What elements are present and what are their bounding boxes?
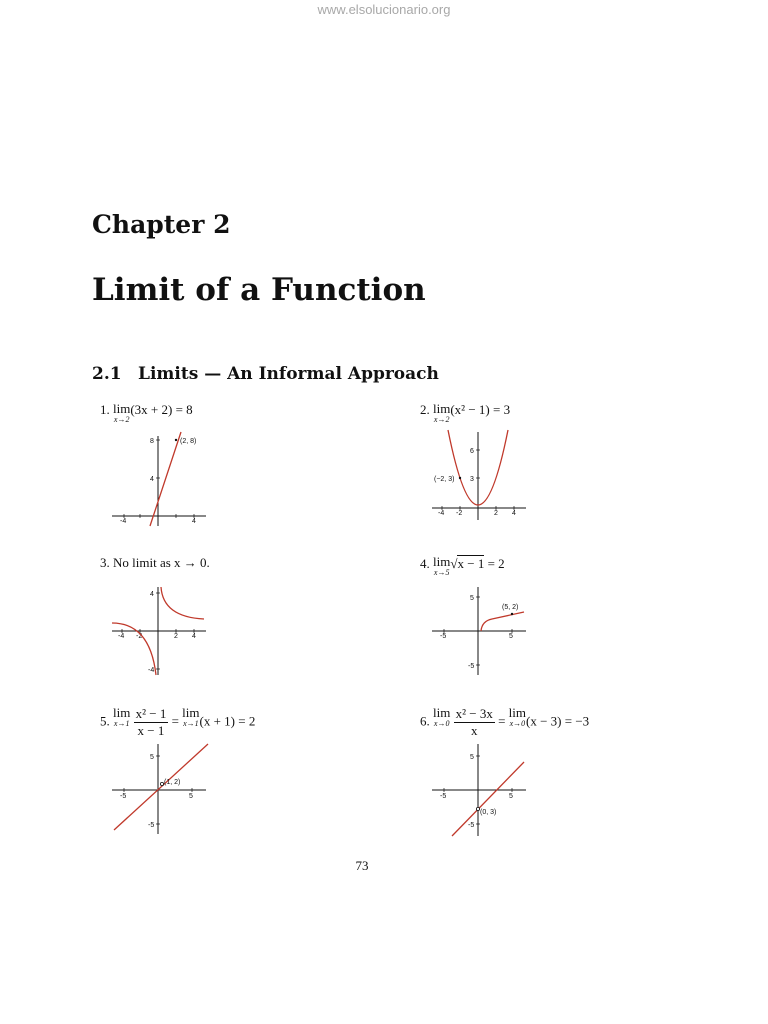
problem-3 [100,555,210,571]
section-heading [92,364,439,384]
graph-3 [110,585,210,677]
equals-sign: = [498,713,506,729]
problem-number: 6. [420,713,430,729]
equals-sign: = [171,713,179,729]
problem-text: No limit as x → 0. [113,555,210,570]
lim-text: lim [433,554,451,569]
point-label: (−2, 3) [434,476,455,483]
graph-4 [430,585,530,677]
lim-subscript: x→1 [183,719,199,728]
point [511,613,513,615]
tick-label: -5 [148,822,155,829]
tick-label: -2 [136,633,143,640]
tick-label: 5 [189,793,193,800]
problem-4 [420,555,505,577]
limit-operator-2 [509,706,526,728]
tick-label: 4 [512,510,516,517]
radicand: x − 1 [457,556,485,571]
page-number: 73 [355,858,369,873]
lim-text: lim [113,705,131,720]
problem-2 [420,402,510,424]
problem-6 [420,706,589,739]
lim-subscript: x→1 [113,719,130,728]
curve [114,744,208,830]
tick-label: -5 [120,793,127,800]
denominator: x − 1 [137,723,165,738]
problem-number: 3. [100,555,110,570]
graph-5 [110,742,210,836]
lim-text: lim [508,705,527,720]
tick-label: -4 [118,633,125,640]
chapter-title: Limit of a Function [92,272,426,308]
problem-number: 5. [100,713,110,729]
problem-1 [100,402,193,424]
limit-operator [113,706,130,728]
tick-label: 2 [174,633,178,640]
fraction [134,706,169,739]
tick-label: -5 [440,633,447,640]
limit-expression: (x + 1) = 2 [199,713,256,729]
chapter-heading: Chapter 2 [92,210,231,239]
graph-1 [110,432,210,528]
tick-label: 3 [470,476,474,483]
point-label: (2, 8) [180,438,197,445]
limit-operator [113,402,130,424]
lim-text: lim [433,401,451,416]
tick-label: 5 [509,793,513,800]
denominator: x [470,723,478,738]
tick-label: 5 [470,595,474,602]
problem-number: 1. [100,402,110,417]
limit-operator [433,706,450,728]
limit-expression: (3x + 2) = 8 [130,402,193,417]
limit-expression: (x² − 1) = 3 [450,402,511,417]
numerator: x² − 1 [135,706,167,721]
lim-subscript: x→0 [433,719,450,728]
lim-text: lim [433,705,451,720]
problem-number: 2. [420,402,430,417]
tick-label: 4 [192,633,196,640]
curve [481,612,524,631]
lim-subscript: x→5 [433,568,450,577]
limit-operator-2 [182,706,199,728]
tick-label: -5 [440,793,447,800]
tick-label: -5 [468,822,475,829]
watermark: www.elsolucionario.org [317,2,451,17]
lim-subscript: x→0 [509,719,526,728]
point [459,477,461,479]
sqrt-sign: √ [450,556,458,571]
limit-expression: = 2 [484,556,505,571]
lim-subscript: x→2 [433,415,450,424]
tick-label: -4 [120,518,127,525]
tick-label: 5 [470,754,474,761]
section-title: Limits — An Informal Approach [138,364,439,384]
graph-6 [430,742,530,838]
section-number: 2.1 [92,364,122,384]
tick-label: 4 [192,518,196,525]
point-label: (0, 3) [480,809,497,816]
tick-label: -5 [468,663,475,670]
limit-operator [433,555,450,577]
tick-label: -2 [456,510,463,517]
limit-expression: (x − 3) = −3 [526,713,590,729]
curve [452,762,524,836]
tick-label: 5 [509,633,513,640]
lim-text: lim [182,705,200,720]
tick-label: -4 [438,510,445,517]
lim-text: lim [113,401,131,416]
tick-label: 6 [470,448,474,455]
graph-2 [430,430,530,522]
fraction [454,706,495,739]
problem-5 [100,706,255,739]
problem-number: 4. [420,556,430,571]
tick-label: 2 [494,510,498,517]
point-label: (1, 2) [164,779,181,786]
tick-label: 8 [150,438,154,445]
limit-operator [433,402,450,424]
tick-label: 5 [150,754,154,761]
lim-subscript: x→2 [113,415,130,424]
curve [150,432,181,526]
numerator: x² − 3x [455,706,493,721]
point-label: (5, 2) [502,604,519,611]
tick-label: 4 [150,591,154,598]
tick-label: -4 [148,667,155,674]
point [175,439,177,441]
curve-right [161,587,204,619]
tick-label: 4 [150,476,154,483]
